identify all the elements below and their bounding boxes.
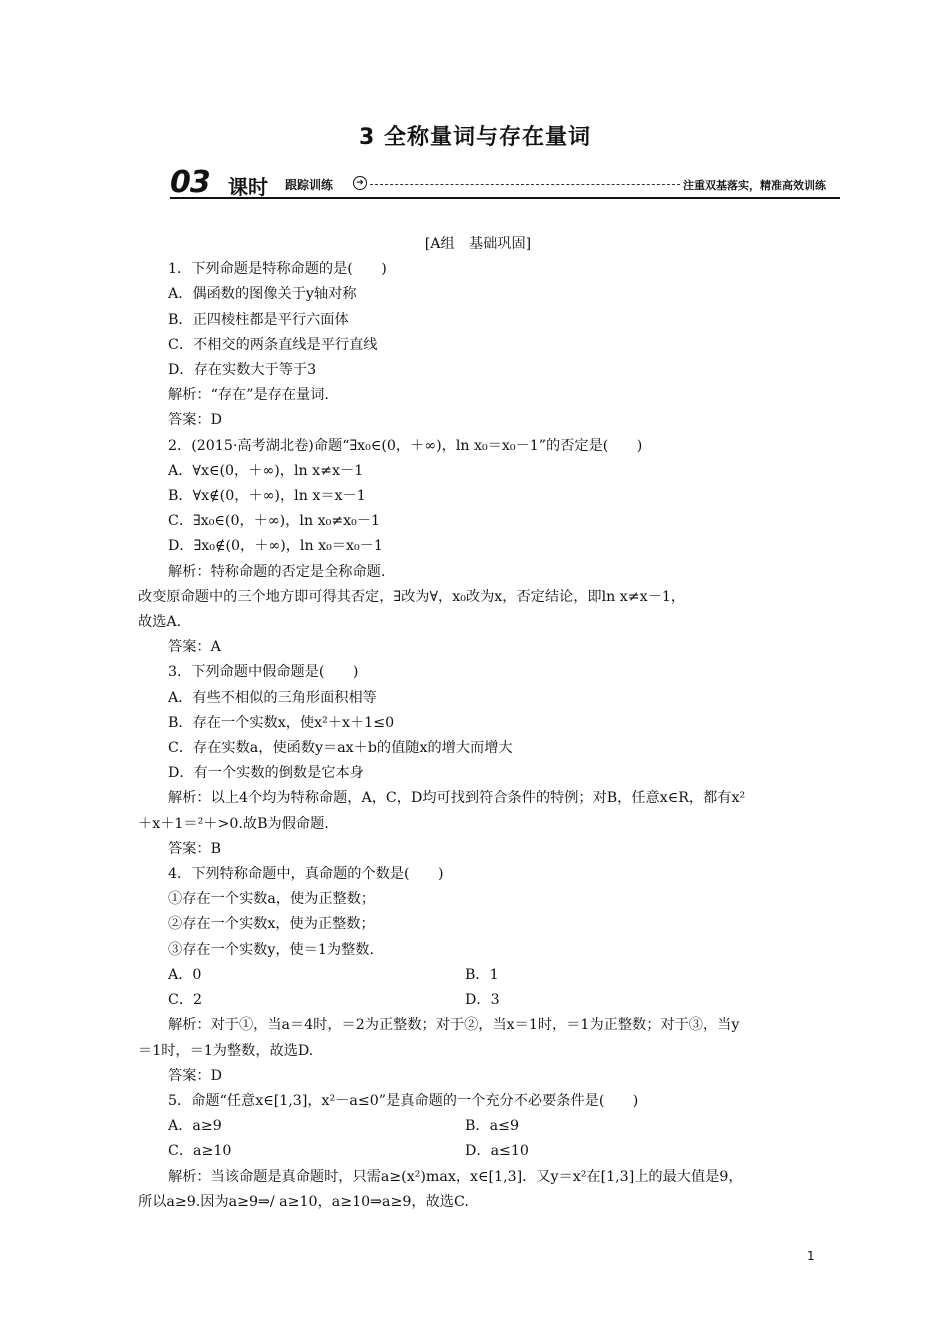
text-line: 解析：当该命题是真命题时，只需a≥(x²)max，x∈[1,3]．又y＝x²在[1,3]上的最大值是9，	[168, 1168, 743, 1185]
text-line: D．∃x₀∉(0，＋∞)，ln x₀＝x₀－1	[168, 538, 383, 555]
banner-rule	[170, 197, 840, 199]
text-line: D．存在实数大于等于3	[168, 362, 317, 379]
text-line: D．有一个实数的倒数是它本身	[168, 765, 364, 782]
text-line: A．有些不相似的三角形面积相等	[168, 689, 377, 706]
text-line: 解析：特称命题的否定是全称命题.	[168, 563, 386, 580]
text-line: 答案：D	[168, 1067, 222, 1084]
option-right: B．a≤9	[465, 1118, 519, 1135]
text-line	[138, 1139, 818, 1164]
text-line: 1．下列命题是特称命题的是( )	[168, 261, 387, 278]
text-line: 答案：B	[168, 840, 221, 857]
text-line: C．∃x₀∈(0，＋∞)，ln x₀≠x₀－1	[168, 513, 381, 530]
text-line: A．∀x∈(0，＋∞)，ln x≠x－1	[168, 462, 364, 479]
text-line: [A组 基础巩固]	[424, 236, 532, 252]
text-line: ③存在一个实数y，使＝1为整数.	[168, 941, 374, 958]
option-right: D．a≤10	[465, 1143, 529, 1160]
text-line: ①存在一个实数a，使为正整数；	[168, 891, 376, 908]
text-line: 改变原命题中的三个地方即可得其否定，∃改为∀，x₀改为x，否定结论，即ln x≠x－1，	[138, 588, 686, 605]
text-line: C．不相交的两条直线是平行直线	[168, 336, 378, 353]
text-line: ＝1时，＝1为整数，故选D.	[138, 1042, 314, 1059]
text-line: ＋x＋1＝²＋>0.故B为假命题.	[138, 815, 329, 832]
page-title: 3 全称量词与存在量词	[359, 125, 591, 150]
option-left: A．a≥9	[168, 1118, 222, 1135]
text-line: 所以a≥9.因为a≥9⇒/ a≥10，a≥10⇒a≥9，故选C.	[138, 1193, 469, 1210]
lesson-label: 课时	[228, 175, 268, 199]
text-line: ②存在一个实数x，使为正整数；	[168, 916, 375, 933]
page-number: 1	[807, 1249, 815, 1263]
text-line: B．∀x∉(0，＋∞)，ln x＝x－1	[168, 488, 366, 505]
text-line: C．存在实数a，使函数y＝ax＋b的值随x的增大而增大	[168, 740, 513, 757]
text-line	[138, 988, 818, 1013]
text-line: A．偶函数的图像关于y轴对称	[168, 286, 357, 303]
option-left: C．2	[168, 992, 203, 1009]
text-line	[138, 963, 818, 988]
lesson-sublabel: 跟踪训练	[285, 178, 334, 192]
text-line: 故选A.	[138, 614, 182, 631]
text-line: 2．(2015·高考湖北卷)命题“∃x₀∈(0，＋∞)，ln x₀＝x₀－1”的否定是( )	[168, 437, 643, 454]
lesson-banner	[170, 165, 840, 201]
exercise-content	[138, 232, 818, 1215]
text-line: 解析：对于①，当a＝4时，＝2为正整数；对于②，当x＝1时，＝1为正整数；对于③，当y	[168, 1017, 740, 1034]
option-right: D．3	[465, 992, 500, 1009]
lesson-number: 03	[170, 165, 210, 200]
option-left: A．0	[168, 966, 202, 983]
text-line: 解析：“存在”是存在量词.	[168, 387, 329, 404]
text-line: B．存在一个实数x，使x²＋x＋1≤0	[168, 714, 395, 731]
text-line: 4．下列特称命题中，真命题的个数是( )	[168, 866, 444, 883]
text-line: 3．下列命题中假命题是( )	[168, 664, 359, 681]
text-line	[138, 1114, 818, 1139]
banner-slogan: 注重双基落实，精准高效训练	[683, 179, 826, 192]
text-line: B．正四棱柱都是平行六面体	[168, 311, 349, 328]
text-line: 答案：D	[168, 412, 222, 429]
arrow-circle-icon: ➔	[353, 176, 367, 190]
option-right: B．1	[465, 966, 499, 983]
dashed-divider	[370, 184, 680, 185]
text-line: 5．命题“任意x∈[1,3]，x²－a≤0”是真命题的一个充分不必要条件是( )	[168, 1092, 639, 1109]
option-left: C．a≥10	[168, 1143, 232, 1160]
text-line: 答案：A	[168, 639, 221, 656]
text-line: 解析：以上4个均为特称命题，A，C，D均可找到符合条件的特例；对B，任意x∈R，都有x²	[168, 790, 746, 807]
